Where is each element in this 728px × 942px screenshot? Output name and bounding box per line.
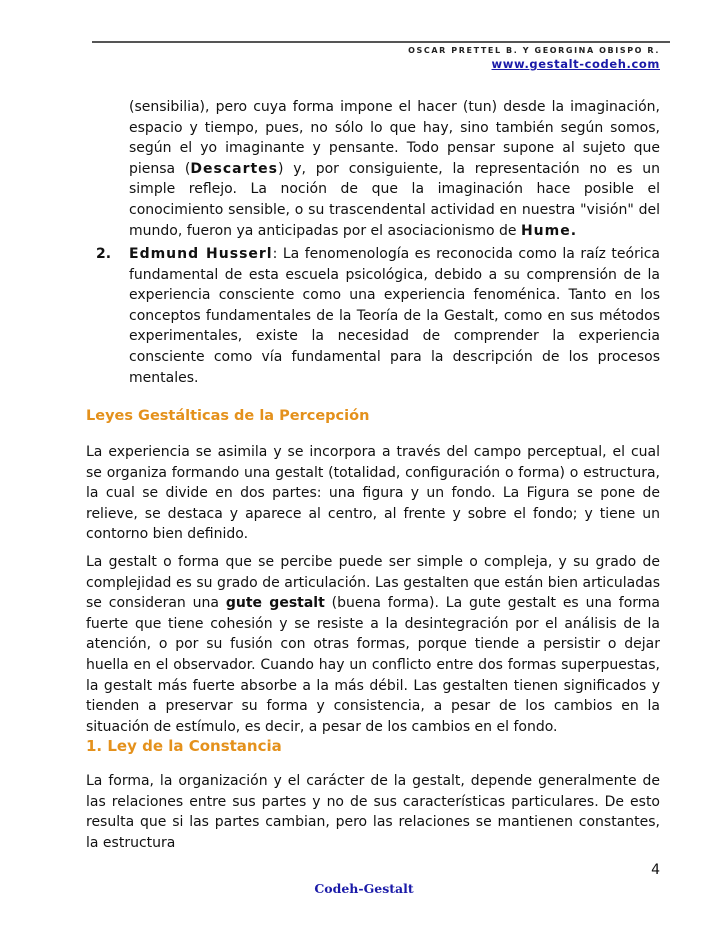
subsection-heading: 1. Ley de la Constancia — [86, 737, 282, 755]
husserl-name: Edmund Husserl — [129, 246, 273, 262]
subsection-paragraph: La forma, la organización y el carácter de la gestalt, depende generalmente de las relaciones entre sus partes y no de sus características particulares. De esto resulta que si las partes cambian, pero las relaciones se mantienen constantes, la estructura — [86, 773, 660, 851]
husserl-text: : La fenomenología es reconocida como la raíz teórica fundamental de esta escuela psicológica, debido a su comprensión de la experiencia consciente como una experiencia fenoménica. Tanto en los conceptos fundamentales de la Teoría de la Gestalt, como en sus métodos experimentales, existe la necesidad de comprender la experiencia consciente como vía fundamental para la descripción de los procesos mentales. — [129, 246, 660, 386]
page-number: 4 — [651, 862, 660, 878]
hume-name: Hume. — [520, 222, 578, 239]
husserl-paragraph — [129, 244, 660, 388]
gute-gestalt-term: gute gestalt — [225, 595, 325, 612]
header-authors: OSCAR PRETTEL B. Y GEORGINA OBISPO R. — [408, 46, 660, 55]
list-item-number: 2. — [96, 246, 112, 262]
header-rule — [92, 41, 670, 43]
section-paragraph-2 — [86, 552, 660, 737]
footer-site-name: Codeh-Gestalt — [314, 881, 414, 896]
continuation-text-1: (sensibilia), pero cuya forma impone el hacer (tun) desde la imaginación, espacio y tiempo, pues, no sólo lo que hay, sino también según somos, según el yo imaginante y pensante. Todo pensar supone al sujeto que piensa ( — [129, 99, 660, 177]
section-heading: Leyes Gestálticas de la Percepción — [86, 408, 370, 424]
p2-text-1: La gestalt o forma que se percibe puede ser simple o compleja, y su grado de complejidad es su grado de articulación. Las gestalten que están bien articuladas se consideran una — [86, 554, 660, 612]
descartes-name: Descartes — [190, 160, 278, 177]
continuation-paragraph — [129, 97, 660, 241]
section-paragraph-1: La experiencia se asimila y se incorpora a través del campo perceptual, el cual se organiza formando una gestalt (totalidad, configuración o forma) o estructura, la cual se divide en dos partes: una figura y un fondo. La Figura se pone de relieve, se destaca y aparece al centro, al frente y sobre el fondo; y tiene un contorno bien definido. — [86, 444, 660, 543]
continuation-text-2: ) y, por consiguiente, la representación no es un simple reflejo. La noción de que la imaginación hace posible el conocimiento sensible, o su trascendental actividad en nuestra "visión" del mundo, fueron ya anticipadas por el asociacionismo de — [129, 160, 660, 239]
p2-text-2: (buena forma). La gute gestalt es una forma fuerte que tiene cohesión y se resiste a la desintegración por el análisis de la atención, o por su fusión con otras formas, porque tiende a persistir o dejar huella en el observador. Cuando hay un conflicto entre dos formas superpuestas, la gestalt más fuerte absorbe a la más débil. Las gestalten tienen significados y tienden a preservar su forma y consistencia, a pesar de los cambios en la situación de estímulo, es decir, a pesar de los cambios en el fondo. — [86, 595, 660, 735]
header-url-link[interactable]: www.gestalt-codeh.com — [491, 57, 660, 71]
